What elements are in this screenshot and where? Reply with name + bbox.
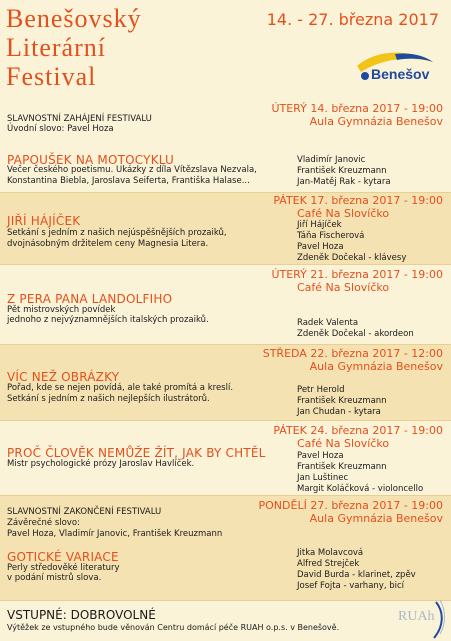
divider [0,192,451,193]
event-5-performer-1: Pavel Hoza [297,451,344,461]
event-1-desc-line1: Večer českého poetismu. Ukázky z díla Vítězslava Nezvala, [7,165,257,175]
event-2-performer-1: Jiří Hájíček [297,220,342,230]
event-3-venue: Café Na Slovíčko [297,281,390,294]
event-5-performer-3: Jan Luštinec [297,473,349,483]
event-3-performer-2: Zdeněk Dočekal - akordeon [297,329,414,339]
divider [0,495,451,496]
event-1-opening-speech: Úvodní slovo: Pavel Hoza [7,124,114,134]
benesov-logo-text: Benešov [371,66,430,82]
event-3-desc-line1: Pět mistrovských povídek [7,305,116,315]
festival-title-line3: Festival [6,62,97,91]
event-2-performer-2: Táňa Fischerová [297,231,365,241]
event-4-performer-3: Jan Chudan - kytara [297,407,381,417]
entry-fee-note: Výtěžek ze vstupného bude věnován Centru domácí péče RUAH o.p.s. v Benešově. [7,623,340,632]
event-5-title: PROČ ČLOVĚK NEMŮŽE ŽÍT, JAK BY CHTĚL [7,446,266,460]
event-2-performer-4: Zdeněk Dočekal - klávesy [297,253,407,263]
event-1-title: PAPOUŠEK NA MOTOCYKLU [7,153,175,167]
entry-fee: VSTUPNÉ: DOBROVOLNÉ [7,608,156,622]
event-1-desc-line2: Konstantina Biebla, Jaroslava Seiferta, Františka Halase... [7,176,250,186]
event-1-opening-title: SLAVNOSTNÍ ZAHÁJENÍ FESTIVALU [7,114,152,124]
event-4-datetime: STŘEDA 22. března 2017 - 12:00 [262,347,443,360]
event-5-performer-4: Margit Koláčková - violoncello [297,484,424,494]
event-2-desc-line2: dvojnásobným držitelem ceny Magnesia Litera. [7,239,209,249]
event-2-performer-3: Pavel Hoza [297,242,344,252]
event-6-performer-4: Josef Fojta - varhany, bicí [297,581,405,591]
ruah-logo-icon [396,598,446,640]
header [0,0,451,97]
event-2-desc-line1: Setkání s jedním z našich nejúspěšnějších prozaiků, [7,228,227,238]
event-6-closing-title: SLAVNOSTNÍ ZAKONČENÍ FESTIVALU [7,507,162,517]
event-1-performer-2: František Kreuzmann [297,166,387,176]
event-6-title: GOTICKÉ VARIACE [7,550,119,564]
event-4-venue: Aula Gymnázia Benešov [309,360,443,373]
event-2-venue: Café Na Slovíčko [297,207,390,220]
event-1-venue: Aula Gymnázia Benešov [309,115,443,128]
divider [0,264,451,265]
event-3-performer-1: Radek Valenta [297,318,359,328]
event-6-performer-3: David Burda - klarinet, zpěv [297,570,416,580]
event-3-desc-line2: jednoho z nejvýznamnějších italských prozaiků. [7,315,209,325]
event-5-datetime: PÁTEK 24. března 2017 - 19:00 [273,424,443,437]
event-2-title: JIŘÍ HÁJÍČEK [7,214,81,228]
event-1-performer-1: Vladimír Janovic [297,155,366,165]
event-3-title: Z PERA PANA LANDOLFIHO [7,292,173,306]
festival-dates: 14. - 27. března 2017 [266,10,439,29]
event-4-performer-1: Petr Herold [297,385,345,395]
event-6-closing-speech-line2: Pavel Hoza, Vladimír Janovic, František Kreuzmann [7,529,223,539]
festival-title [6,4,142,91]
divider [0,420,451,421]
event-4-desc-line2: Setkání s jedním z našich nejlepších ilustrátorů. [7,394,210,404]
event-2-datetime: PÁTEK 17. března 2017 - 19:00 [273,194,443,207]
event-1-performer-3: Jan-Matěj Rak - kytara [297,177,391,187]
divider [0,344,451,345]
event-6-performer-1: Jitka Molavcová [297,548,364,558]
event-4-title: VÍC NEŽ OBRÁZKY [7,370,120,384]
event-5-performer-2: František Kreuzmann [297,462,387,472]
event-6-desc-line2: v podání mistrů slova. [7,573,102,583]
event-6-closing-speech-line1: Závěrečné slovo: [7,518,80,528]
event-1-datetime: ÚTERÝ 14. března 2017 - 19:00 [271,102,443,115]
ruah-logo-text: RUAh [398,609,435,624]
event-6-performer-2: Alfred Strejček [297,559,360,569]
event-6-desc-line1: Perly středověké literatury [7,563,120,573]
event-5-desc-line1: Mistr psychologické prózy Jaroslav Havlíček. [7,459,195,469]
event-6-venue: Aula Gymnázia Benešov [309,512,443,525]
event-6-datetime: PONDĚLÍ 27. března 2017 - 19:00 [258,499,443,512]
festival-title-line2: Literární [6,33,106,62]
festival-title-line1: Benešovský [6,4,142,33]
divider [0,600,451,601]
event-4-performer-2: František Kreuzmann [297,396,387,406]
event-5-venue: Café Na Slovíčko [297,437,390,450]
event-3-datetime: ÚTERÝ 21. března 2017 - 19:00 [271,268,443,281]
event-4-desc-line1: Pořad, kde se nejen povídá, ale také promítá a kreslí. [7,383,234,393]
